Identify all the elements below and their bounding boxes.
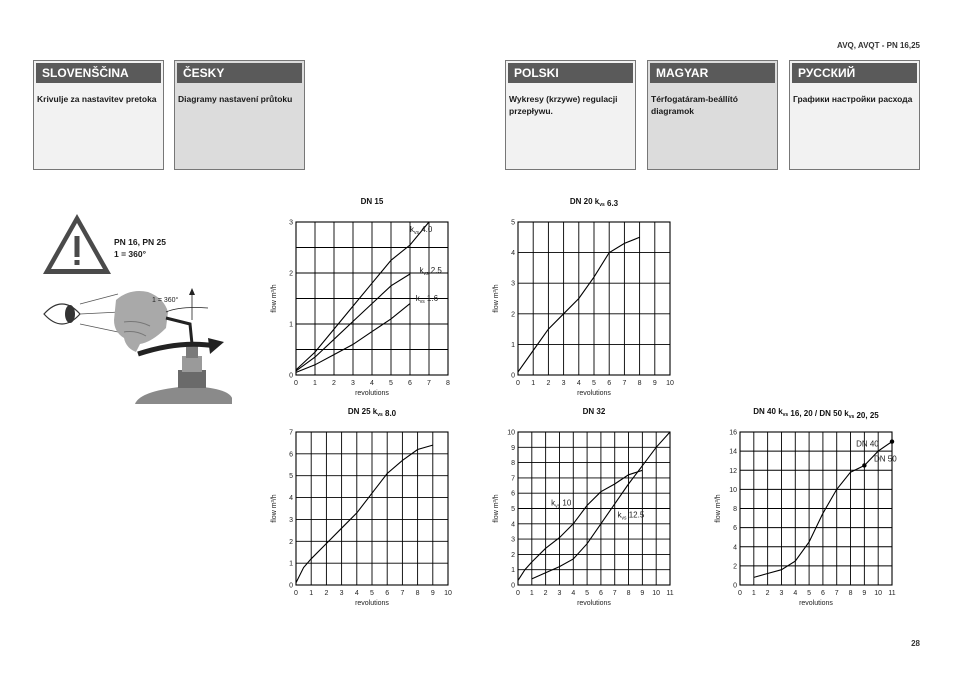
x-tick-label: 5 [807,590,812,597]
lang-text: Diagramy nastavení průtoku [178,94,293,104]
x-tick-label: 8 [415,590,420,597]
x-axis-label: revolutions [577,390,611,397]
x-tick-label: 8 [626,590,631,597]
x-tick-label: 7 [622,380,627,387]
chart-title: DN 25 $k_{vs}$ 8.0 [347,407,397,418]
lang-title: POLSKI [508,63,633,83]
y-tick-label: 3 [511,280,515,288]
x-tick-label: 5 [592,380,596,387]
x-axis-label: revolutions [799,600,833,607]
y-tick-label: 8 [733,506,737,513]
y-tick-label: 2 [733,563,737,571]
x-tick-label: 7 [400,590,405,597]
x-tick-label: 6 [385,590,390,597]
chart-title: DN 32 [582,407,606,416]
series-label: $k_{vs}$ 10 [551,498,572,510]
x-tick-label: 9 [430,590,435,597]
y-tick-label: 5 [511,506,515,513]
x-tick-label: 4 [576,380,581,387]
x-tick-label: 10 [444,590,452,597]
x-tick-label: 2 [546,380,551,387]
y-tick-label: 3 [289,219,293,227]
x-tick-label: 2 [543,590,548,597]
x-tick-label: 3 [557,590,562,597]
y-tick-label: 6 [511,490,515,498]
y-tick-label: 10 [507,429,515,437]
x-tick-label: 1 [529,590,534,597]
y-tick-label: 7 [289,429,293,437]
y-tick-label: 5 [511,219,515,227]
x-tick-label: 0 [738,590,742,597]
data-point [862,463,866,467]
x-tick-label: 4 [793,590,798,597]
x-tick-label: 3 [339,590,344,597]
dial-label: 1 = 360° [152,297,179,304]
x-tick-label: 1 [531,380,536,387]
y-tick-label: 0 [733,582,737,590]
lang-text: Térfogatáram-beállító diagramok [651,94,738,116]
y-tick-label: 2 [289,538,293,546]
page-number: 28 [911,639,920,648]
x-tick-label: 11 [666,590,674,597]
y-tick-label: 3 [511,536,515,544]
y-tick-label: 2 [289,270,293,278]
y-tick-label: 0 [511,372,515,380]
y-tick-label: 1 [511,341,515,349]
x-tick-label: 2 [765,590,770,597]
y-tick-label: 6 [289,451,293,459]
x-tick-label: 2 [332,380,336,387]
y-tick-label: 12 [729,467,737,475]
y-tick-label: 7 [511,475,515,483]
x-tick-label: 9 [862,590,867,597]
y-tick-label: 6 [733,525,737,533]
y-tick-label: 2 [511,311,515,319]
y-axis-label: flow m³/h [271,284,278,313]
x-tick-label: 3 [779,590,784,597]
lang-text: Графики настройки расхода [793,94,913,104]
x-tick-label: 10 [652,590,661,597]
y-tick-label: 1 [511,567,515,575]
y-tick-label: 0 [511,582,515,590]
y-tick-label: 16 [729,429,737,437]
x-tick-label: 5 [370,590,374,597]
lang-title: РУССКИЙ [792,63,917,83]
y-tick-label: 0 [289,582,293,590]
x-tick-label: 0 [516,590,520,597]
x-tick-label: 9 [652,380,657,387]
x-tick-label: 1 [309,590,314,597]
y-tick-label: 0 [289,372,293,380]
y-tick-label: 10 [729,486,737,494]
x-tick-label: 8 [848,590,853,597]
lang-title: MAGYAR [650,63,775,83]
y-tick-label: 1 [289,560,293,568]
y-tick-label: 4 [289,495,293,503]
chart-title: DN 15 [360,197,384,206]
y-tick-label: 3 [289,516,293,524]
x-tick-label: 1 [313,380,317,387]
series-label: $k_{vs}$ 2.5 [419,266,442,277]
series-label: DN 50 [874,454,897,464]
chart-title: DN 20 $k_{vs}$ 6.3 [569,197,619,208]
data-point [890,439,894,443]
y-axis-label: flow m³/h [493,494,500,523]
x-axis-label: revolutions [355,600,389,607]
lang-title: ČESKY [177,63,302,83]
y-tick-label: 14 [729,448,737,456]
series-label: DN 40 [856,439,879,449]
y-tick-label: 4 [511,521,515,529]
x-axis-label: revolutions [355,390,389,397]
x-tick-label: 5 [585,590,590,597]
x-tick-label: 6 [598,590,603,597]
y-axis-label: flow m³/h [493,284,500,313]
y-tick-label: 2 [511,551,515,559]
x-tick-label: 4 [370,380,374,387]
x-tick-label: 8 [637,380,642,387]
x-tick-label: 0 [516,380,520,387]
lang-text: Krivulje za nastavitev pretoka [37,94,157,104]
x-tick-label: 7 [612,590,617,597]
x-tick-label: 2 [324,590,329,597]
chart-title: DN 40 $k_{vs}$ 16, 20 / DN 50 $k_{vs}$ 20, 25 [753,407,879,420]
x-tick-label: 4 [354,590,359,597]
series-label: $k_{vs}$ 4.0 [410,225,433,237]
x-tick-label: 9 [640,590,645,597]
x-tick-label: 6 [820,590,825,597]
lang-title: SLOVENŠČINA [36,63,161,83]
x-tick-label: 4 [571,590,576,597]
series-label: $k_{vs}$ 1.6 [415,294,439,306]
y-tick-label: 8 [511,460,515,468]
y-tick-label: 1 [289,321,293,329]
x-tick-label: 7 [834,590,839,597]
x-tick-label: 3 [561,380,566,387]
y-tick-label: 4 [511,250,515,258]
x-tick-label: 5 [389,380,393,387]
x-tick-label: 10 [874,590,883,597]
x-tick-label: 3 [351,380,355,387]
x-tick-label: 6 [408,380,412,387]
x-tick-label: 6 [607,380,612,387]
warning-line-1: PN 16, PN 25 [114,237,166,247]
x-tick-label: 0 [294,380,298,387]
series-label: $k_{vs}$ 12.5 [617,510,645,522]
x-tick-label: 10 [666,380,674,387]
x-tick-label: 7 [427,380,431,387]
x-tick-label: 11 [888,590,896,597]
lang-text: Wykresy (krzywe) regulacji przepływu. [509,94,618,116]
y-tick-label: 4 [733,544,737,552]
y-tick-label: 9 [511,444,515,452]
x-tick-label: 1 [751,590,756,597]
y-axis-label: flow m³/h [715,494,722,523]
warning-line-2: 1 = 360° [114,249,146,259]
header-product: AVQ, AVQT - PN 16,25 [837,41,920,50]
x-tick-label: 0 [294,590,298,597]
y-axis-label: flow m³/h [271,494,278,523]
x-axis-label: revolutions [577,600,611,607]
x-tick-label: 8 [446,380,450,387]
y-tick-label: 5 [289,473,293,481]
